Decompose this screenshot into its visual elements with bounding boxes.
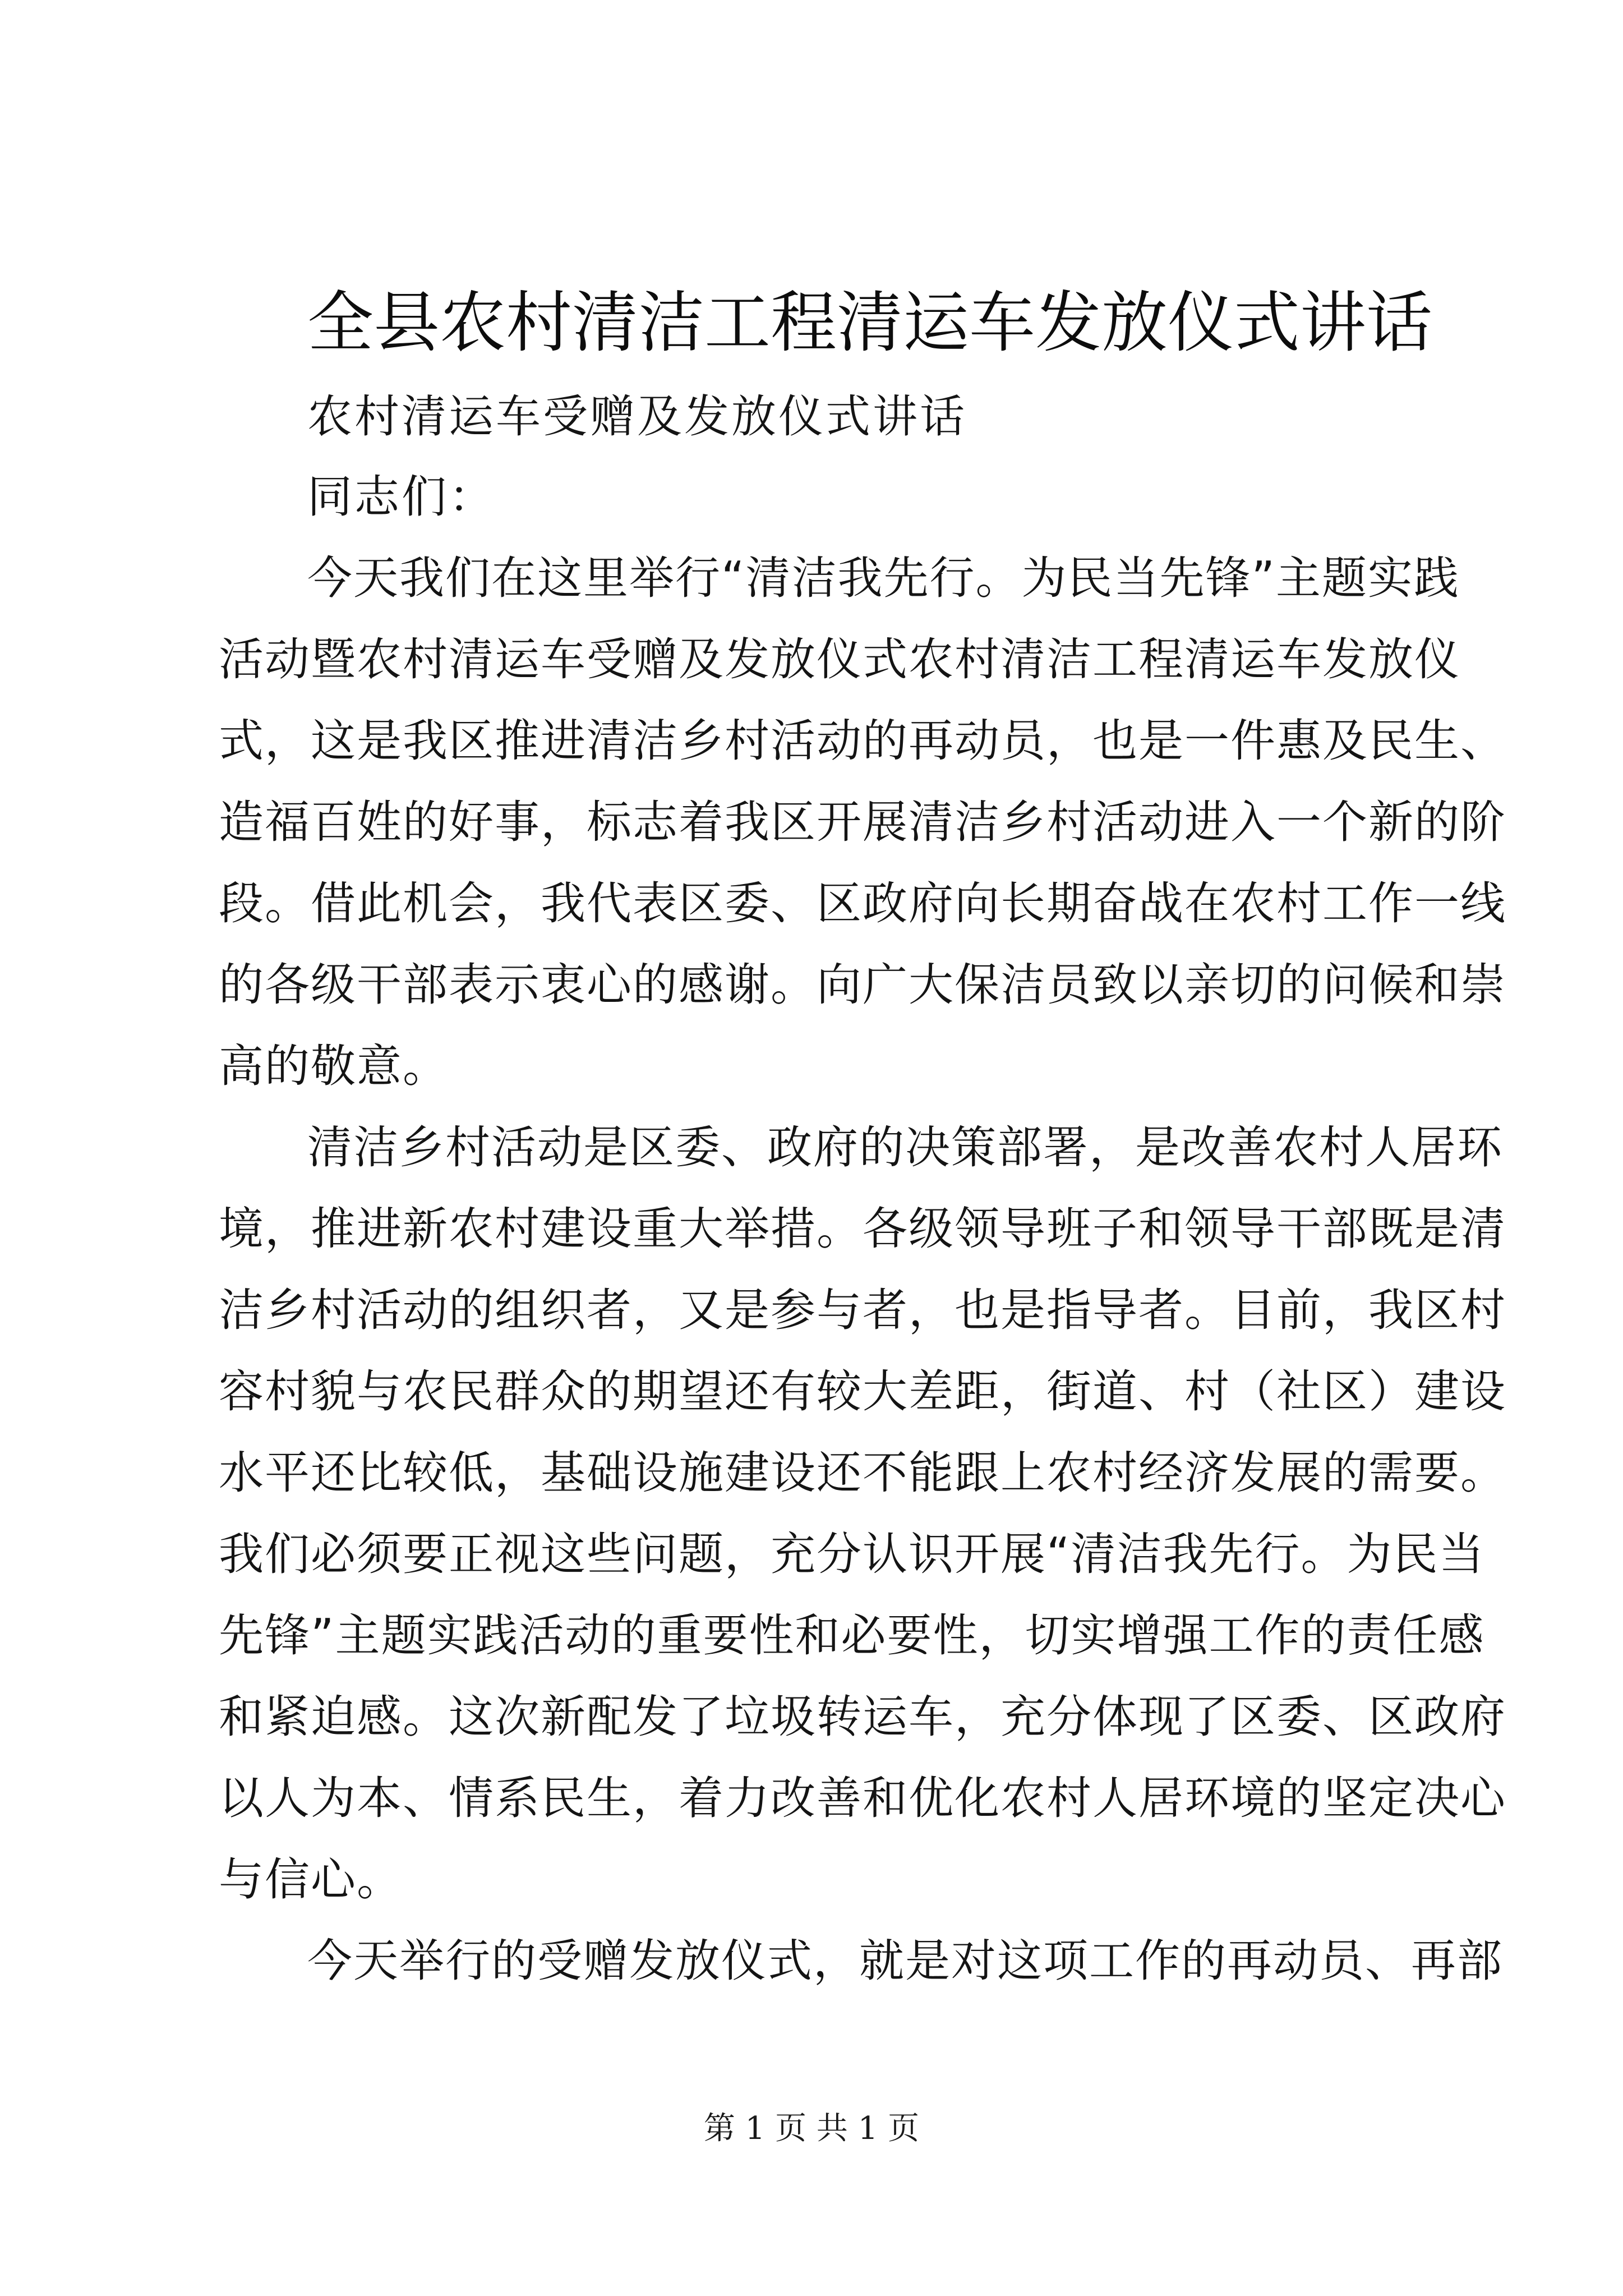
paragraph-line: 今天我们在这里举行“清洁我先行。为民当先锋”主题实践 bbox=[307, 552, 1460, 604]
paragraph-line: 境，推进新农村建设重大举措。各级领导班子和领导干部既是清 bbox=[219, 1203, 1506, 1255]
salutation: 同志们： bbox=[307, 471, 496, 523]
page-footer: 第 1 页 共 1 页 bbox=[703, 2110, 920, 2147]
paragraph-line: 的各级干部表示衷心的感谢。向广大保洁员致以亲切的问候和崇 bbox=[219, 959, 1506, 1011]
paragraph-line: 水平还比较低，基础设施建设还不能跟上农村经济发展的需要。 bbox=[219, 1447, 1506, 1499]
paragraph-line: 今天举行的受赠发放仪式，就是对这项工作的再动员、再部 bbox=[307, 1935, 1503, 1987]
paragraph-line: 以人为本、情系民生，着力改善和优化农村人居环境的坚定决心 bbox=[219, 1772, 1506, 1824]
paragraph-line: 清洁乡村活动是区委、政府的决策部署，是改善农村人居环 bbox=[307, 1121, 1503, 1174]
paragraph-line: 与信心。 bbox=[219, 1853, 403, 1906]
paragraph-line: 高的敬意。 bbox=[219, 1040, 449, 1092]
paragraph-line: 式，这是我区推进清洁乡村活动的再动员，也是一件惠及民生、 bbox=[219, 715, 1506, 767]
paragraph-line: 洁乡村活动的组织者，又是参与者，也是指导者。目前，我区村 bbox=[219, 1284, 1506, 1336]
document-subtitle: 农村清运车受赠及发放仪式讲话 bbox=[307, 390, 967, 443]
paragraph-line: 活动暨农村清运车受赠及发放仪式农村清洁工程清运车发放仪 bbox=[219, 633, 1460, 685]
paragraph-line: 我们必须要正视这些问题，充分认识开展“清洁我先行。为民当 bbox=[219, 1528, 1485, 1580]
document-title: 全县农村清洁工程清运车发放仪式讲话 bbox=[307, 284, 1433, 361]
paragraph-line: 段。借此机会，我代表区委、区政府向长期奋战在农村工作一线 bbox=[219, 877, 1506, 930]
paragraph-line: 和紧迫感。这次新配发了垃圾转运车，充分体现了区委、区政府 bbox=[219, 1691, 1506, 1743]
paragraph-line: 先锋”主题实践活动的重要性和必要性，切实增强工作的责任感 bbox=[219, 1609, 1485, 1662]
paragraph-line: 造福百姓的好事，标志着我区开展清洁乡村活动进入一个新的阶 bbox=[219, 796, 1506, 848]
paragraph-line: 容村貌与农民群众的期望还有较大差距，街道、村（社区）建设 bbox=[219, 1365, 1506, 1418]
